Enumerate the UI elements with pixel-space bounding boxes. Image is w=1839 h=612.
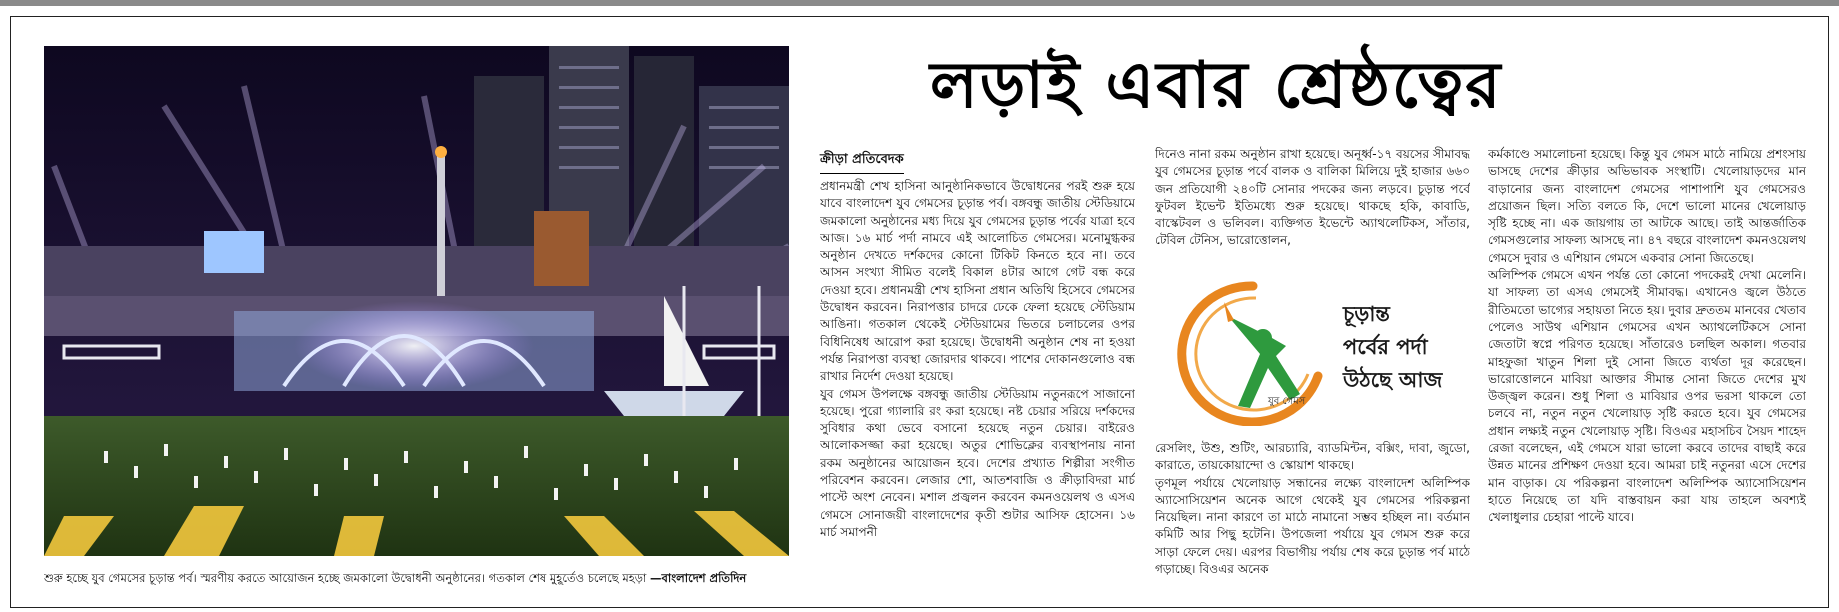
article-column-2-bottom: [1155, 440, 1470, 596]
page-top-rule: [0, 0, 1839, 6]
stadium-photo: [44, 46, 789, 556]
column2-bottom-paragraph-2: তৃণমূল পর্যায়ে খেলোয়াড় সন্ধানের লক্ষ্যে বাংলাদেশ অলিম্পিক অ্যাসোসিয়েশন অনেক আগে থেকেই যুব গেমসের পরিকল্পনা নিয়েছিল। নানা কারণে তা মাঠে নামানো সম্ভব হচ্ছিল না। বর্তমান কমিটি আর পিছু হটেনি। উপজেলা পর্যায়ে যুব গেমস শুরু করে সাড়া ফেলে দেয়। এরপর বিভাগীয় পর্যায় শেষ করে চূড়ান্ত পর্ব মাঠে গড়াচ্ছে। বিওএর অনেক: [1155, 475, 1470, 577]
photo-caption: [44, 571, 804, 585]
column3-paragraph-1: কর্মকাণ্ডে সমালোচনা হয়েছে। কিন্তু যুব গেমস মাঠে নামিয়ে প্রশংসায় ভাসছে দেশের ক্রীড়ার অভিভাবক সংস্থাটি। খেলোয়াড়দের মান বাড়ানোর জন্য বাংলাদেশ গেমসের পাশাপাশি যুব গেমসেরও প্রয়োজন ছিল। সত্যি বলতে কি, দেশে ভালো মানের খেলোয়াড় সৃষ্টি হচ্ছে না। এক জায়গায় তা আটকে আছে। তাই আন্তর্জাতিক গেমসগুলোর সাফল্য আসছে না। ৪৭ বছরে বাংলাদেশ কমনওয়েলথ গেমসে দুবার ও এশিয়ান গেমসে একবার সোনা জিতেছে।: [1488, 147, 1806, 265]
column2-bottom-paragraph-1: রেসলিং, উশু, শুটিং, আরচ্যারি, ব্যাডমিন্টন, বক্সিং, দাবা, জুডো, কারাতে, তায়কোয়ান্দো ও স্কোয়াশ থাকছে।: [1155, 441, 1470, 473]
article-column-3: [1488, 146, 1806, 596]
article-column-1: [820, 178, 1135, 596]
column2-top-paragraph: দিনেও নানা রকম অনুষ্ঠান রাখা হয়েছে। অনূর্ধ্ব-১৭ বয়সের সীমাবদ্ধ যুব গেমসের চূড়ান্ত পর্বে বালক ও বালিকা মিলিয়ে দুই হাজার ৬৬০ জন প্রতিযোগী ২৪০টি সোনার পদকের জন্য লড়বে। চূড়ান্ত পর্বে ফুটবল ইভেন্ট ইতিমধ্যে শুরু হয়েছে। থাকছে হকি, কাবাডি, বাস্কেটবল ও ভলিবল। ব্যক্তিগত ইভেন্টে অ্যাথলেটিকস, সাঁতার, টেবিল টেনিস, ভারোত্তোলন,: [1155, 147, 1470, 248]
logo-tagline-line-1: চূড়ান্ত: [1343, 302, 1390, 326]
byline: ক্রীড়া প্রতিবেদক: [820, 150, 904, 174]
logo-tagline: [1343, 298, 1473, 397]
logo-tagline-line-2: পর্বের পর্দা: [1343, 335, 1428, 359]
caption-text: শুরু হচ্ছে যুব গেমসের চূড়ান্ত পর্ব। স্মরণীয় করতে আয়োজন হচ্ছে জমকালো উদ্বোধনী অনুষ্ঠানের। গতকাল শেষ মুহূর্তেও চলেছে মহড়া: [44, 571, 647, 585]
caption-credit: —বাংলাদেশ প্রতিদিন: [650, 571, 747, 585]
article-column-2-top: [1155, 146, 1470, 268]
column1-paragraph-2: যুব গেমস উপলক্ষে বঙ্গবন্ধু জাতীয় স্টেডিয়াম নতুনরূপে সাজানো হয়েছে। পুরো গ্যালারি রং করা হয়েছে। নষ্ট চেয়ার সরিয়ে দর্শকদের সুবিধার কথা ভেবে বসানো হয়েছে নতুন চেয়ার। বাইরেও আলোকসজ্জা করা হয়েছে। অতুর শোভিক্লের ব্যবস্থাপনায় নানা রকম অনুষ্ঠানের আয়োজন হবে। দেশের প্রখ্যাত শিল্পীরা সংগীত পরিবেশন করবেন। লেজার শো, আতশবাজি ও ক্রীড়াবিদরা মার্চ পাস্টে অংশ নেবেন। মশাল প্রজ্বলন করবেন কমনওয়েলথ ও এসএ গেমসে সোনাজয়ী বাংলাদেশের কৃতী শুটার আসিফ হোসেন। ১৬ মার্চ সমাপনী: [820, 386, 1135, 539]
logo-tagline-line-3: উঠছে আজ: [1343, 368, 1443, 392]
youth-games-logo: [1168, 276, 1338, 426]
column3-paragraph-2: অলিম্পিক গেমসে এখন পর্যন্ত তো কোনো পদকেরই দেখা মেলেনি। যা সাফল্য তা এসএ গেমসেই সীমাবদ্ধ। এখানেও জ্বলে উঠতে রীতিমতো ভাগ্যের সহায়তা নিতে হয়। দুবার দ্রুততম মানবের খেতাব পেলেও সাউথ এশিয়ান গেমসের এখন অ্যাথলেটিকসে সোনা জেতাটা স্বপ্নে পরিণত হয়েছে। সাঁতারেও চলছিল অকাল। গতবার মাহফুজা খাতুন শিলা দুই সোনা জিতে ব্যর্থতা দূর করেছেন। ভারোত্তোলনে মাবিয়া আক্তার সীমান্ত সোনা জিতে দেশের মুখ উজ্জ্বল করেন। শুধু শিলা ও মাবিয়ার ওপর ভরসা থাকলে তো চলবে না, নতুন নতুন খেলোয়াড় সৃষ্টি করতে হবে। যুব গেমসের প্রধান লক্ষ্যই নতুন খেলোয়াড় সৃষ্টি। বিওএর মহাসচিব সৈয়দ শাহেদ রেজা বলেছেন, এই গেমসে যারা ভালো করবে তাদের বাছাই করে উন্নত মানের প্রশিক্ষণ দেওয়া হবে। আমরা চাই নতুনরা এসে দেশের মান বাড়াক। যে পরিকল্পনা বাংলাদেশ অলিম্পিক অ্যাসোসিয়েশন হাতে নিয়েছে তা যদি বাস্তবায়ন করা যায় তাহলে অবশ্যই খেলাধুলার চেহারা পাল্টে যাবে।: [1488, 268, 1806, 525]
logo-mark-text: যুব গেমস: [1268, 396, 1306, 407]
column1-paragraph-1: প্রধানমন্ত্রী শেখ হাসিনা আনুষ্ঠানিকভাবে উদ্বোধনের পরই শুরু হয়ে যাবে বাংলাদেশ যুব গেমসের চূড়ান্ত পর্ব। বঙ্গবন্ধু জাতীয় স্টেডিয়ামে জমকালো অনুষ্ঠানের মধ্য দিয়ে যুব গেমসের চূড়ান্ত পর্বের যাত্রা হবে আজ। ১৬ মার্চ পর্দা নামবে এই আলোচিত গেমসের। মনোমুগ্ধকর অনুষ্ঠান দেখতে দর্শকদের কোনো টিকিট কিনতে হবে না। তবে আসন সংখ্যা সীমিত বলেই বিকাল ৪টার আগে গেট বন্ধ করে দেওয়া হবে। প্রধানমন্ত্রী শেখ হাসিনা প্রধান অতিথি হিসেবে গেমসের উদ্বোধন করবেন। নিরাপত্তার চাদরে ঢেকে ফেলা হয়েছে স্টেডিয়াম আঙিনা। গতকাল থেকেই স্টেডিয়ামের ভিতরে চলাচলের ওপর বিধিনিষেধ আরোপ করা হয়েছে। উদ্বোধনী অনুষ্ঠান শেষ না হওয়া পর্যন্ত নিরাপত্তা ব্যবস্থা জোরদার থাকবে। পাশের দোকানগুলোও বন্ধ রাখার নির্দেশ দেওয়া হয়েছে।: [820, 179, 1135, 384]
headline: লড়াই এবার শ্রেষ্ঠত্বের: [930, 48, 1503, 123]
